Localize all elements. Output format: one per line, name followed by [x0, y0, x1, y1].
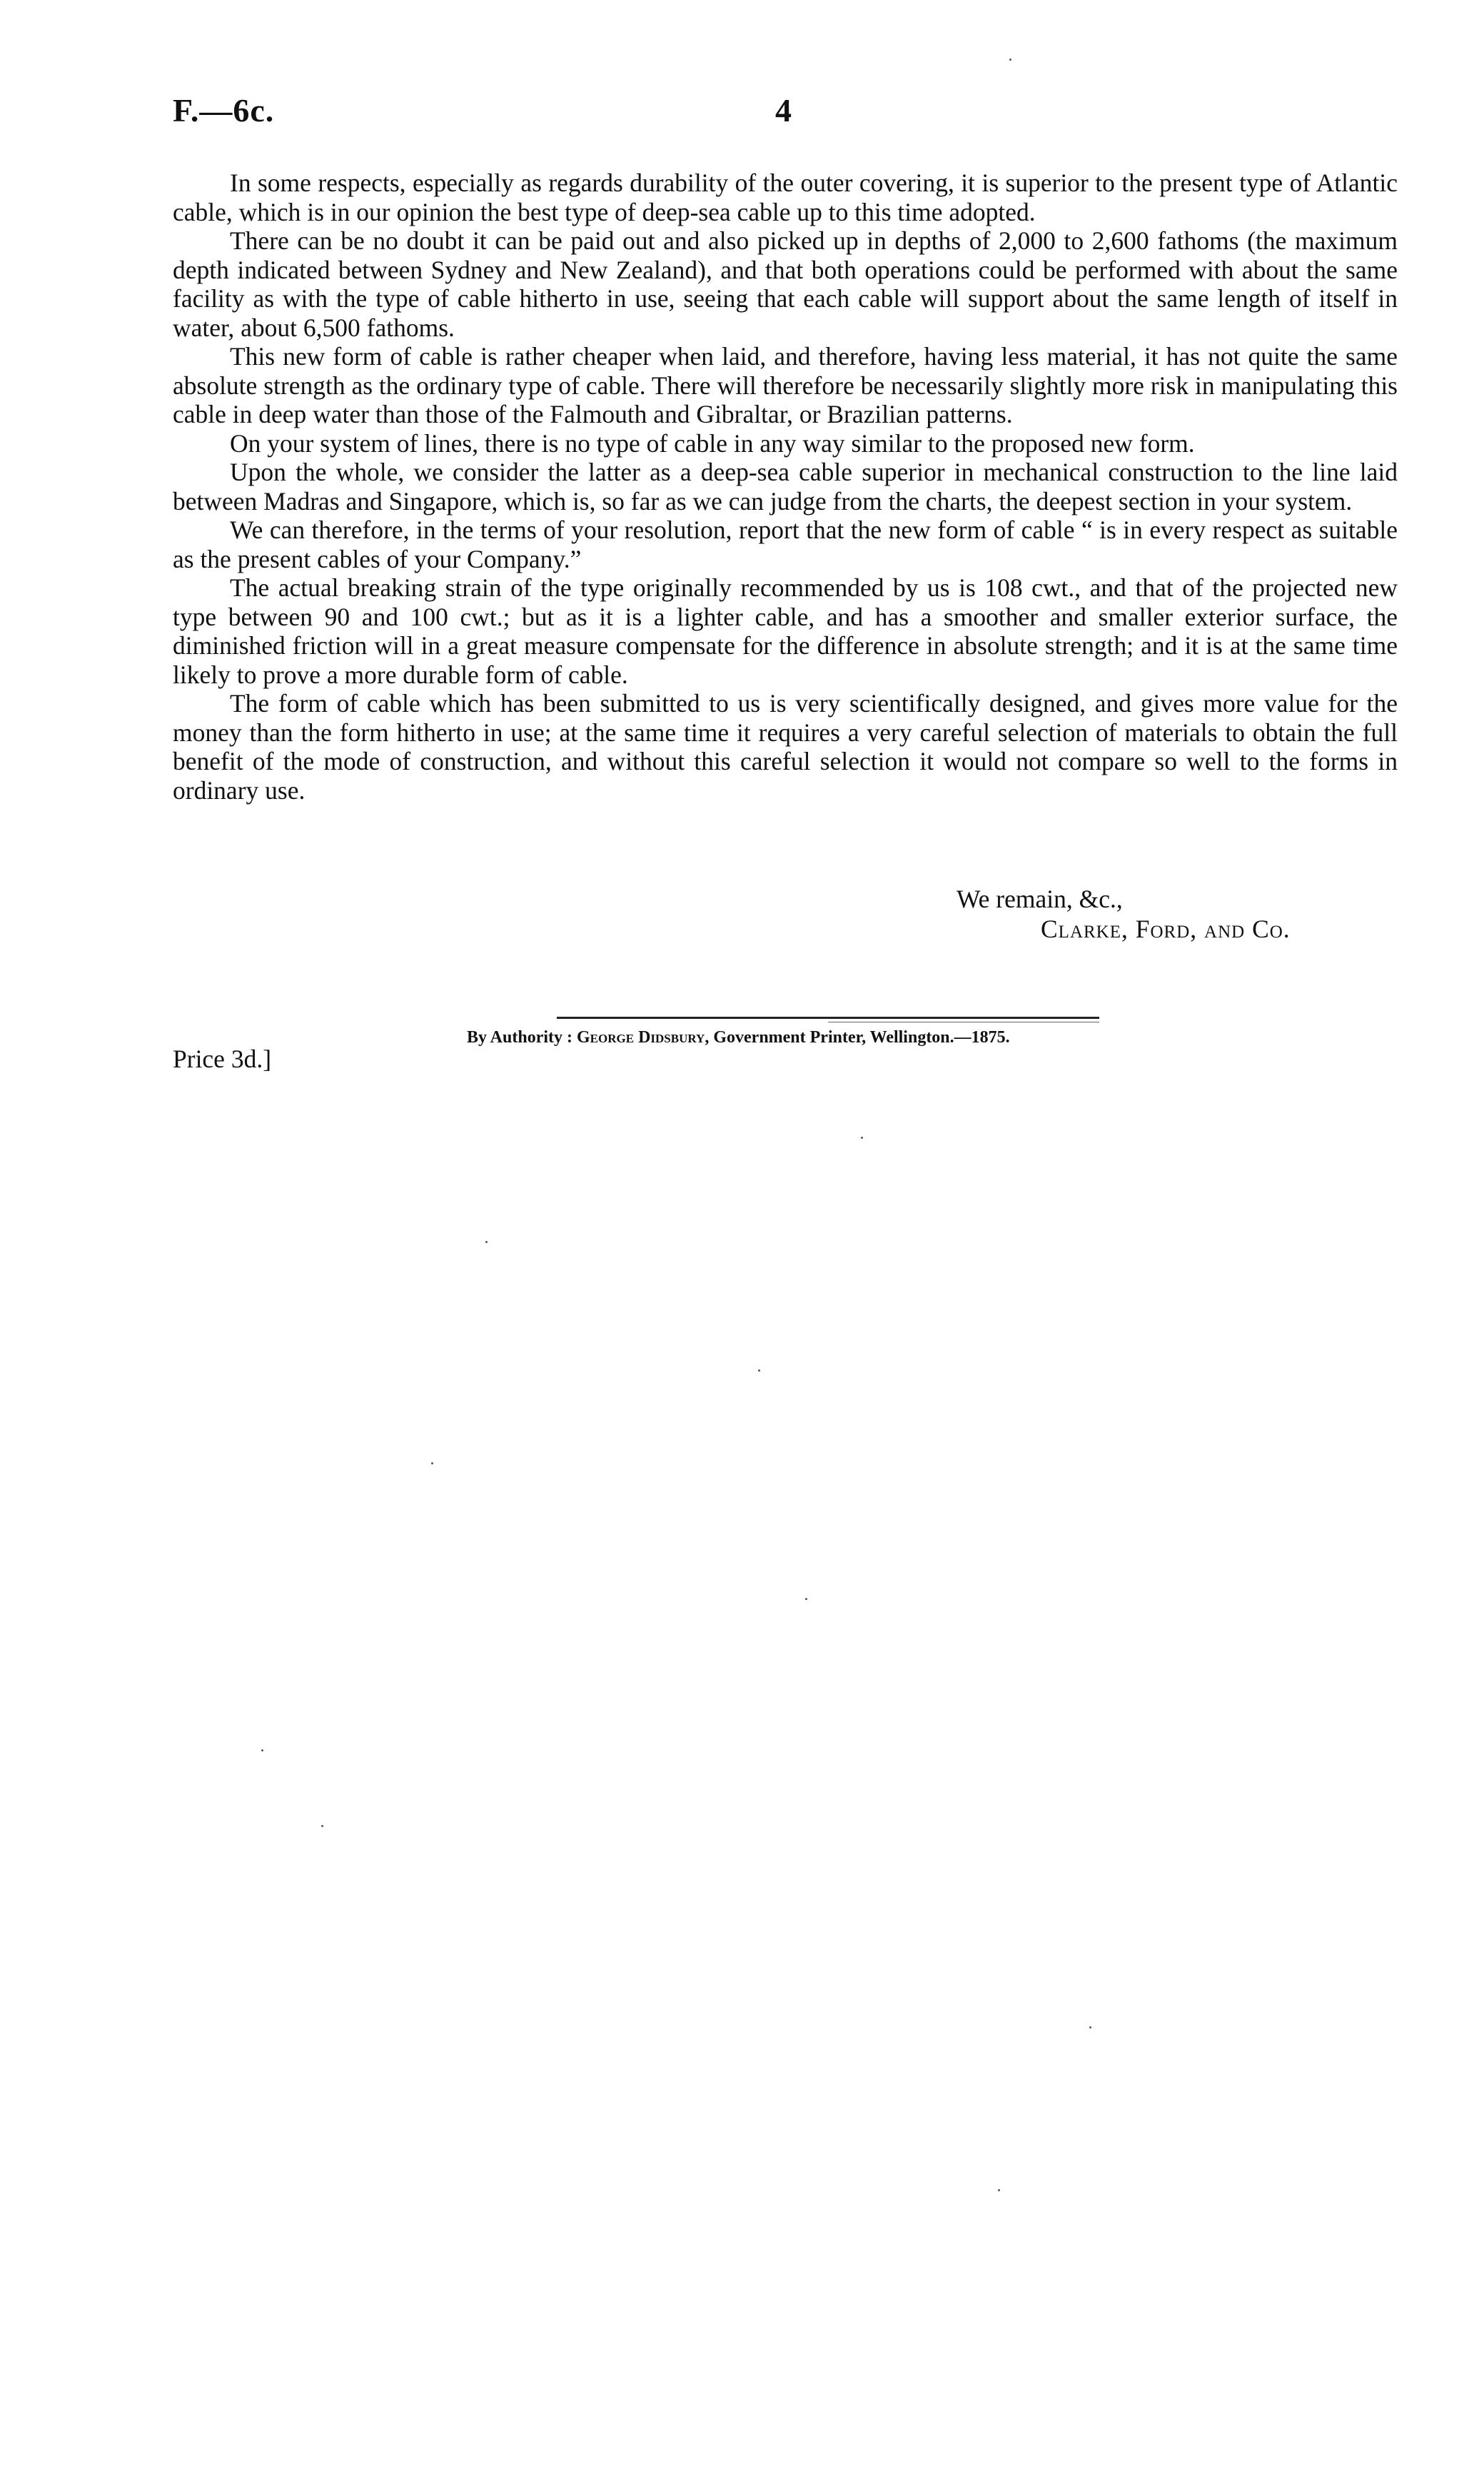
imprint-prefix: By Authority :: [467, 1028, 577, 1047]
scan-speck: [805, 1598, 807, 1600]
letter-body: [173, 169, 1398, 805]
page-number: 4: [775, 92, 792, 129]
printer-name: George Didsbury: [577, 1028, 705, 1047]
document-reference: F.—6c.: [173, 92, 275, 129]
imprint-suffix: , Government Printer, Wellington.—1875.: [705, 1028, 1010, 1047]
scan-speck: [321, 1825, 323, 1827]
paragraph: This new form of cable is rather cheaper when laid, and therefore, having less material, it has not quite the same absolute strength as the ordinary type of cable. There will therefore be necessarily slightly more risk in manipulating this cable in deep water than those of the Falmouth and Gibraltar, or Brazilian patterns.: [173, 342, 1398, 428]
scan-speck: [485, 1241, 488, 1243]
paragraph: The actual breaking strain of the type originally recommended by us is 108 cwt., and that of the projected new type between 90 and 100 cwt.; but as it is a lighter cable, and has a smoother and smaller exterior surface, the diminished friction will in a great measure compensate for the difference in absolute strength; and it is at the same time likely to prove a more durable form of cable.: [173, 573, 1398, 689]
signoff: [956, 884, 1291, 944]
price-label: Price 3d.]: [173, 1045, 272, 1073]
scan-speck: [261, 1749, 263, 1751]
scan-speck: [431, 1462, 433, 1464]
scan-speck: [998, 2189, 1000, 2191]
paragraph: The form of cable which has been submitted to us is very scientifically designed, and gives more value for the money than the form hitherto in use; at the same time it requires a very careful selection of materials to obtain the full benefit of the mode of construction, and without this careful selection it would not compare so well to the forms in ordinary use.: [173, 689, 1398, 805]
scan-speck: [758, 1369, 760, 1372]
paragraph: There can be no doubt it can be paid out and also picked up in depths of 2,000 to 2,600 fathoms (the maximum depth indicated between Sydney and New Zealand), and that both operations could be performed with about the same facility as with the type of cable hitherto in use, seeing that each cable will support about the same length of itself in water, about 6,500 fathoms.: [173, 226, 1398, 342]
paragraph: In some respects, especially as regards durability of the outer covering, it is superior to the present type of Atlantic cable, which is in our opinion the best type of deep-sea cable up to this time adopted.: [173, 169, 1398, 226]
signatory: Clarke, Ford, and Co.: [1041, 915, 1291, 943]
scan-speck: [1009, 59, 1011, 61]
footer-rule: [557, 1017, 1099, 1019]
printer-imprint: [467, 1028, 1010, 1047]
paragraph: Upon the whole, we consider the latter as a deep-sea cable superior in mechanical construction to the line laid between Madras and Singapore, which is, so far as we can judge from the charts, the deepest section in your system.: [173, 458, 1398, 516]
closing-line: We remain, &c.,: [956, 885, 1123, 913]
paragraph: On your system of lines, there is no type of cable in any way similar to the proposed new form.: [230, 428, 1195, 458]
paragraph: We can therefore, in the terms of your resolution, report that the new form of cable “ is in every respect as suitable as the present cables of your Company.”: [173, 516, 1398, 573]
scan-speck: [1089, 2026, 1091, 2028]
scan-speck: [861, 1137, 863, 1139]
